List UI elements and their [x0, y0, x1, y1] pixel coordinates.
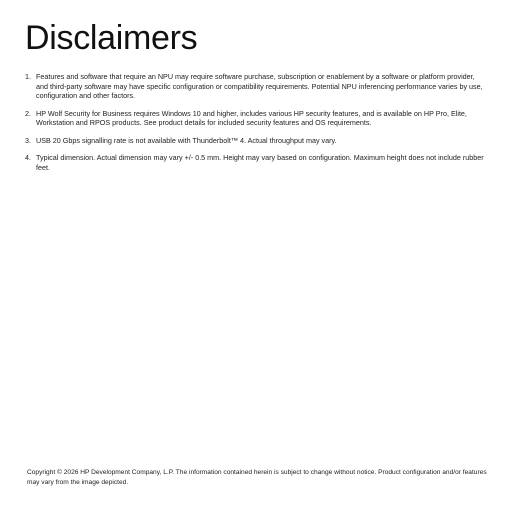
- disclaimer-text: HP Wolf Security for Business requires Windows 10 and higher, includes various HP security features, and is available on HP Pro, Elite, Workstation and RPOS products. See product details for included security features and OS requirements.: [36, 108, 467, 127]
- disclaimer-number: 3.: [25, 135, 31, 145]
- disclaimer-text: Typical dimension. Actual dimension may vary +/- 0.5 mm. Height may vary based on configuration. Maximum height does not include rubber feet.: [36, 153, 484, 172]
- disclaimer-number: 1.: [25, 72, 31, 81]
- disclaimer-text: USB 20 Gbps signalling rate is not available with Thunderbolt™ 4. Actual throughput may vary.: [36, 135, 337, 145]
- disclaimer-item-2: [25, 109, 487, 128]
- disclaimer-text: Features and software that require an NPU may require software purchase, subscription or enablement by a software or platform provider, and third-party software may have specific configuration or compatibility requirements. Potential NPU inferencing performance varies by use, configuration and other factors.: [36, 72, 483, 100]
- page-title: Disclaimers: [25, 19, 198, 57]
- disclaimer-list: [25, 72, 487, 180]
- disclaimer-number: 4.: [25, 153, 31, 162]
- disclaimer-item-1: [25, 72, 487, 101]
- disclaimer-number: 2.: [25, 108, 31, 118]
- disclaimer-item-4: [25, 153, 487, 172]
- disclaimer-item-3: [25, 136, 487, 146]
- copyright-notice: Copyright © 2026 HP Development Company, L.P. The information contained herein is subject to change without notice. Product configuration and/or features may vary from the image depicted.: [27, 469, 487, 486]
